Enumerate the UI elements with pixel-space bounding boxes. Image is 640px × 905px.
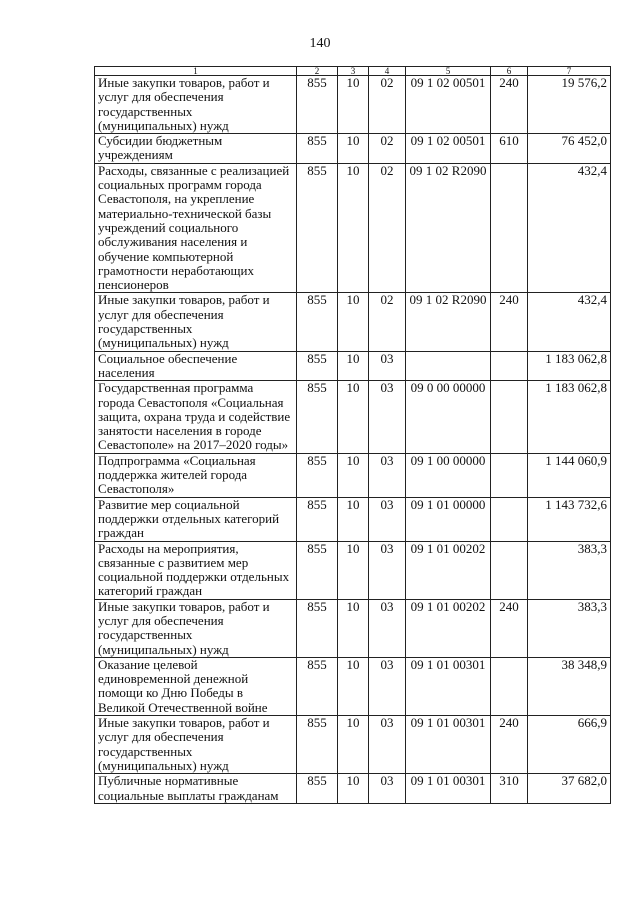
expense-type-cell [491,541,528,599]
target-article-cell: 09 1 01 00202 [406,541,491,599]
target-article-cell: 09 1 01 00000 [406,497,491,541]
subsection-code-cell: 02 [369,293,406,351]
ministry-code-cell: 855 [297,453,338,497]
target-article-cell: 09 0 00 00000 [406,381,491,453]
expense-name-cell: Иные закупки товаров, работ и услуг для обеспечения государственных (муниципальных) нужд [95,599,297,657]
amount-cell: 19 576,2 [528,76,611,134]
expense-name-cell: Развитие мер социальной поддержки отдельных категорий граждан [95,497,297,541]
expense-name-cell: Оказание целевой единовременной денежной помощи ко Дню Победы в Великой Отечественной войне [95,657,297,715]
expense-name-cell: Иные закупки товаров, работ и услуг для обеспечения государственных (муниципальных) нужд [95,76,297,134]
column-number: 2 [297,67,338,76]
subsection-code-cell: 02 [369,76,406,134]
target-article-cell: 09 1 01 00301 [406,716,491,774]
subsection-code-cell: 03 [369,381,406,453]
ministry-code-cell: 855 [297,134,338,164]
expense-name-cell: Иные закупки товаров, работ и услуг для обеспечения государственных (муниципальных) нужд [95,293,297,351]
section-code-cell: 10 [338,657,369,715]
section-code-cell: 10 [338,716,369,774]
expense-type-cell [491,497,528,541]
ministry-code-cell: 855 [297,599,338,657]
table-row [95,381,611,453]
section-code-cell: 10 [338,453,369,497]
section-code-cell: 10 [338,134,369,164]
table-row [95,657,611,715]
amount-cell: 1 144 060,9 [528,453,611,497]
expense-type-cell [491,163,528,293]
table-row [95,453,611,497]
column-number-row [95,67,611,76]
section-code-cell: 10 [338,351,369,381]
subsection-code-cell: 03 [369,774,406,804]
table-row [95,541,611,599]
expense-type-cell: 310 [491,774,528,804]
expense-type-cell [491,657,528,715]
target-article-cell: 09 1 02 00501 [406,76,491,134]
table-row [95,134,611,164]
target-article-cell: 09 1 02 R2090 [406,163,491,293]
ministry-code-cell: 855 [297,497,338,541]
expense-name-cell: Публичные нормативные социальные выплаты гражданам [95,774,297,804]
table-row [95,351,611,381]
budget-table [94,66,611,804]
table-row [95,599,611,657]
expense-type-cell: 240 [491,76,528,134]
subsection-code-cell: 03 [369,599,406,657]
section-code-cell: 10 [338,163,369,293]
expense-type-cell: 610 [491,134,528,164]
expense-name-cell: Субсидии бюджетным учреждениям [95,134,297,164]
subsection-code-cell: 02 [369,134,406,164]
subsection-code-cell: 03 [369,716,406,774]
table-row [95,716,611,774]
expense-type-cell: 240 [491,716,528,774]
amount-cell: 1 143 732,6 [528,497,611,541]
amount-cell: 1 183 062,8 [528,381,611,453]
subsection-code-cell: 02 [369,163,406,293]
expense-type-cell [491,351,528,381]
table-row [95,76,611,134]
table-row [95,293,611,351]
amount-cell: 432,4 [528,163,611,293]
target-article-cell: 09 1 02 R2090 [406,293,491,351]
section-code-cell: 10 [338,774,369,804]
column-number: 3 [338,67,369,76]
ministry-code-cell: 855 [297,381,338,453]
section-code-cell: 10 [338,293,369,351]
subsection-code-cell: 03 [369,351,406,381]
amount-cell: 383,3 [528,599,611,657]
column-number: 4 [369,67,406,76]
table-row [95,163,611,293]
column-number: 1 [95,67,297,76]
subsection-code-cell: 03 [369,541,406,599]
ministry-code-cell: 855 [297,76,338,134]
ministry-code-cell: 855 [297,293,338,351]
expense-type-cell: 240 [491,293,528,351]
table-row [95,497,611,541]
expense-name-cell: Государственная программа города Севастополя «Социальная защита, охрана труда и содействие занятости населения в городе Севастополе» на 2017–2020 годы» [95,381,297,453]
subsection-code-cell: 03 [369,453,406,497]
expense-type-cell: 240 [491,599,528,657]
ministry-code-cell: 855 [297,163,338,293]
ministry-code-cell: 855 [297,541,338,599]
table-row [95,774,611,804]
amount-cell: 383,3 [528,541,611,599]
amount-cell: 1 183 062,8 [528,351,611,381]
section-code-cell: 10 [338,541,369,599]
section-code-cell: 10 [338,599,369,657]
page-number: 140 [309,36,331,51]
section-code-cell: 10 [338,497,369,541]
section-code-cell: 10 [338,76,369,134]
expense-name-cell: Иные закупки товаров, работ и услуг для обеспечения государственных (муниципальных) нужд [95,716,297,774]
expense-name-cell: Социальное обеспечение населения [95,351,297,381]
column-number: 5 [406,67,491,76]
column-number: 6 [491,67,528,76]
ministry-code-cell: 855 [297,774,338,804]
ministry-code-cell: 855 [297,657,338,715]
target-article-cell: 09 1 01 00301 [406,657,491,715]
subsection-code-cell: 03 [369,657,406,715]
amount-cell: 666,9 [528,716,611,774]
section-code-cell: 10 [338,381,369,453]
expense-type-cell [491,381,528,453]
ministry-code-cell: 855 [297,716,338,774]
target-article-cell: 09 1 02 00501 [406,134,491,164]
subsection-code-cell: 03 [369,497,406,541]
amount-cell: 37 682,0 [528,774,611,804]
expense-name-cell: Расходы, связанные с реализацией социальных программ города Севастополя, на укрепление материально-технической базы учреждений социального обслуживания населения и обучение компьютерной грамотности неработающих пенсионеров [95,163,297,293]
expense-name-cell: Расходы на мероприятия, связанные с развитием мер социальной поддержки отдельных категорий граждан [95,541,297,599]
target-article-cell [406,351,491,381]
amount-cell: 38 348,9 [528,657,611,715]
column-number: 7 [528,67,611,76]
target-article-cell: 09 1 01 00301 [406,774,491,804]
amount-cell: 76 452,0 [528,134,611,164]
target-article-cell: 09 1 00 00000 [406,453,491,497]
ministry-code-cell: 855 [297,351,338,381]
amount-cell: 432,4 [528,293,611,351]
target-article-cell: 09 1 01 00202 [406,599,491,657]
expense-type-cell [491,453,528,497]
expense-name-cell: Подпрограмма «Социальная поддержка жителей города Севастополя» [95,453,297,497]
